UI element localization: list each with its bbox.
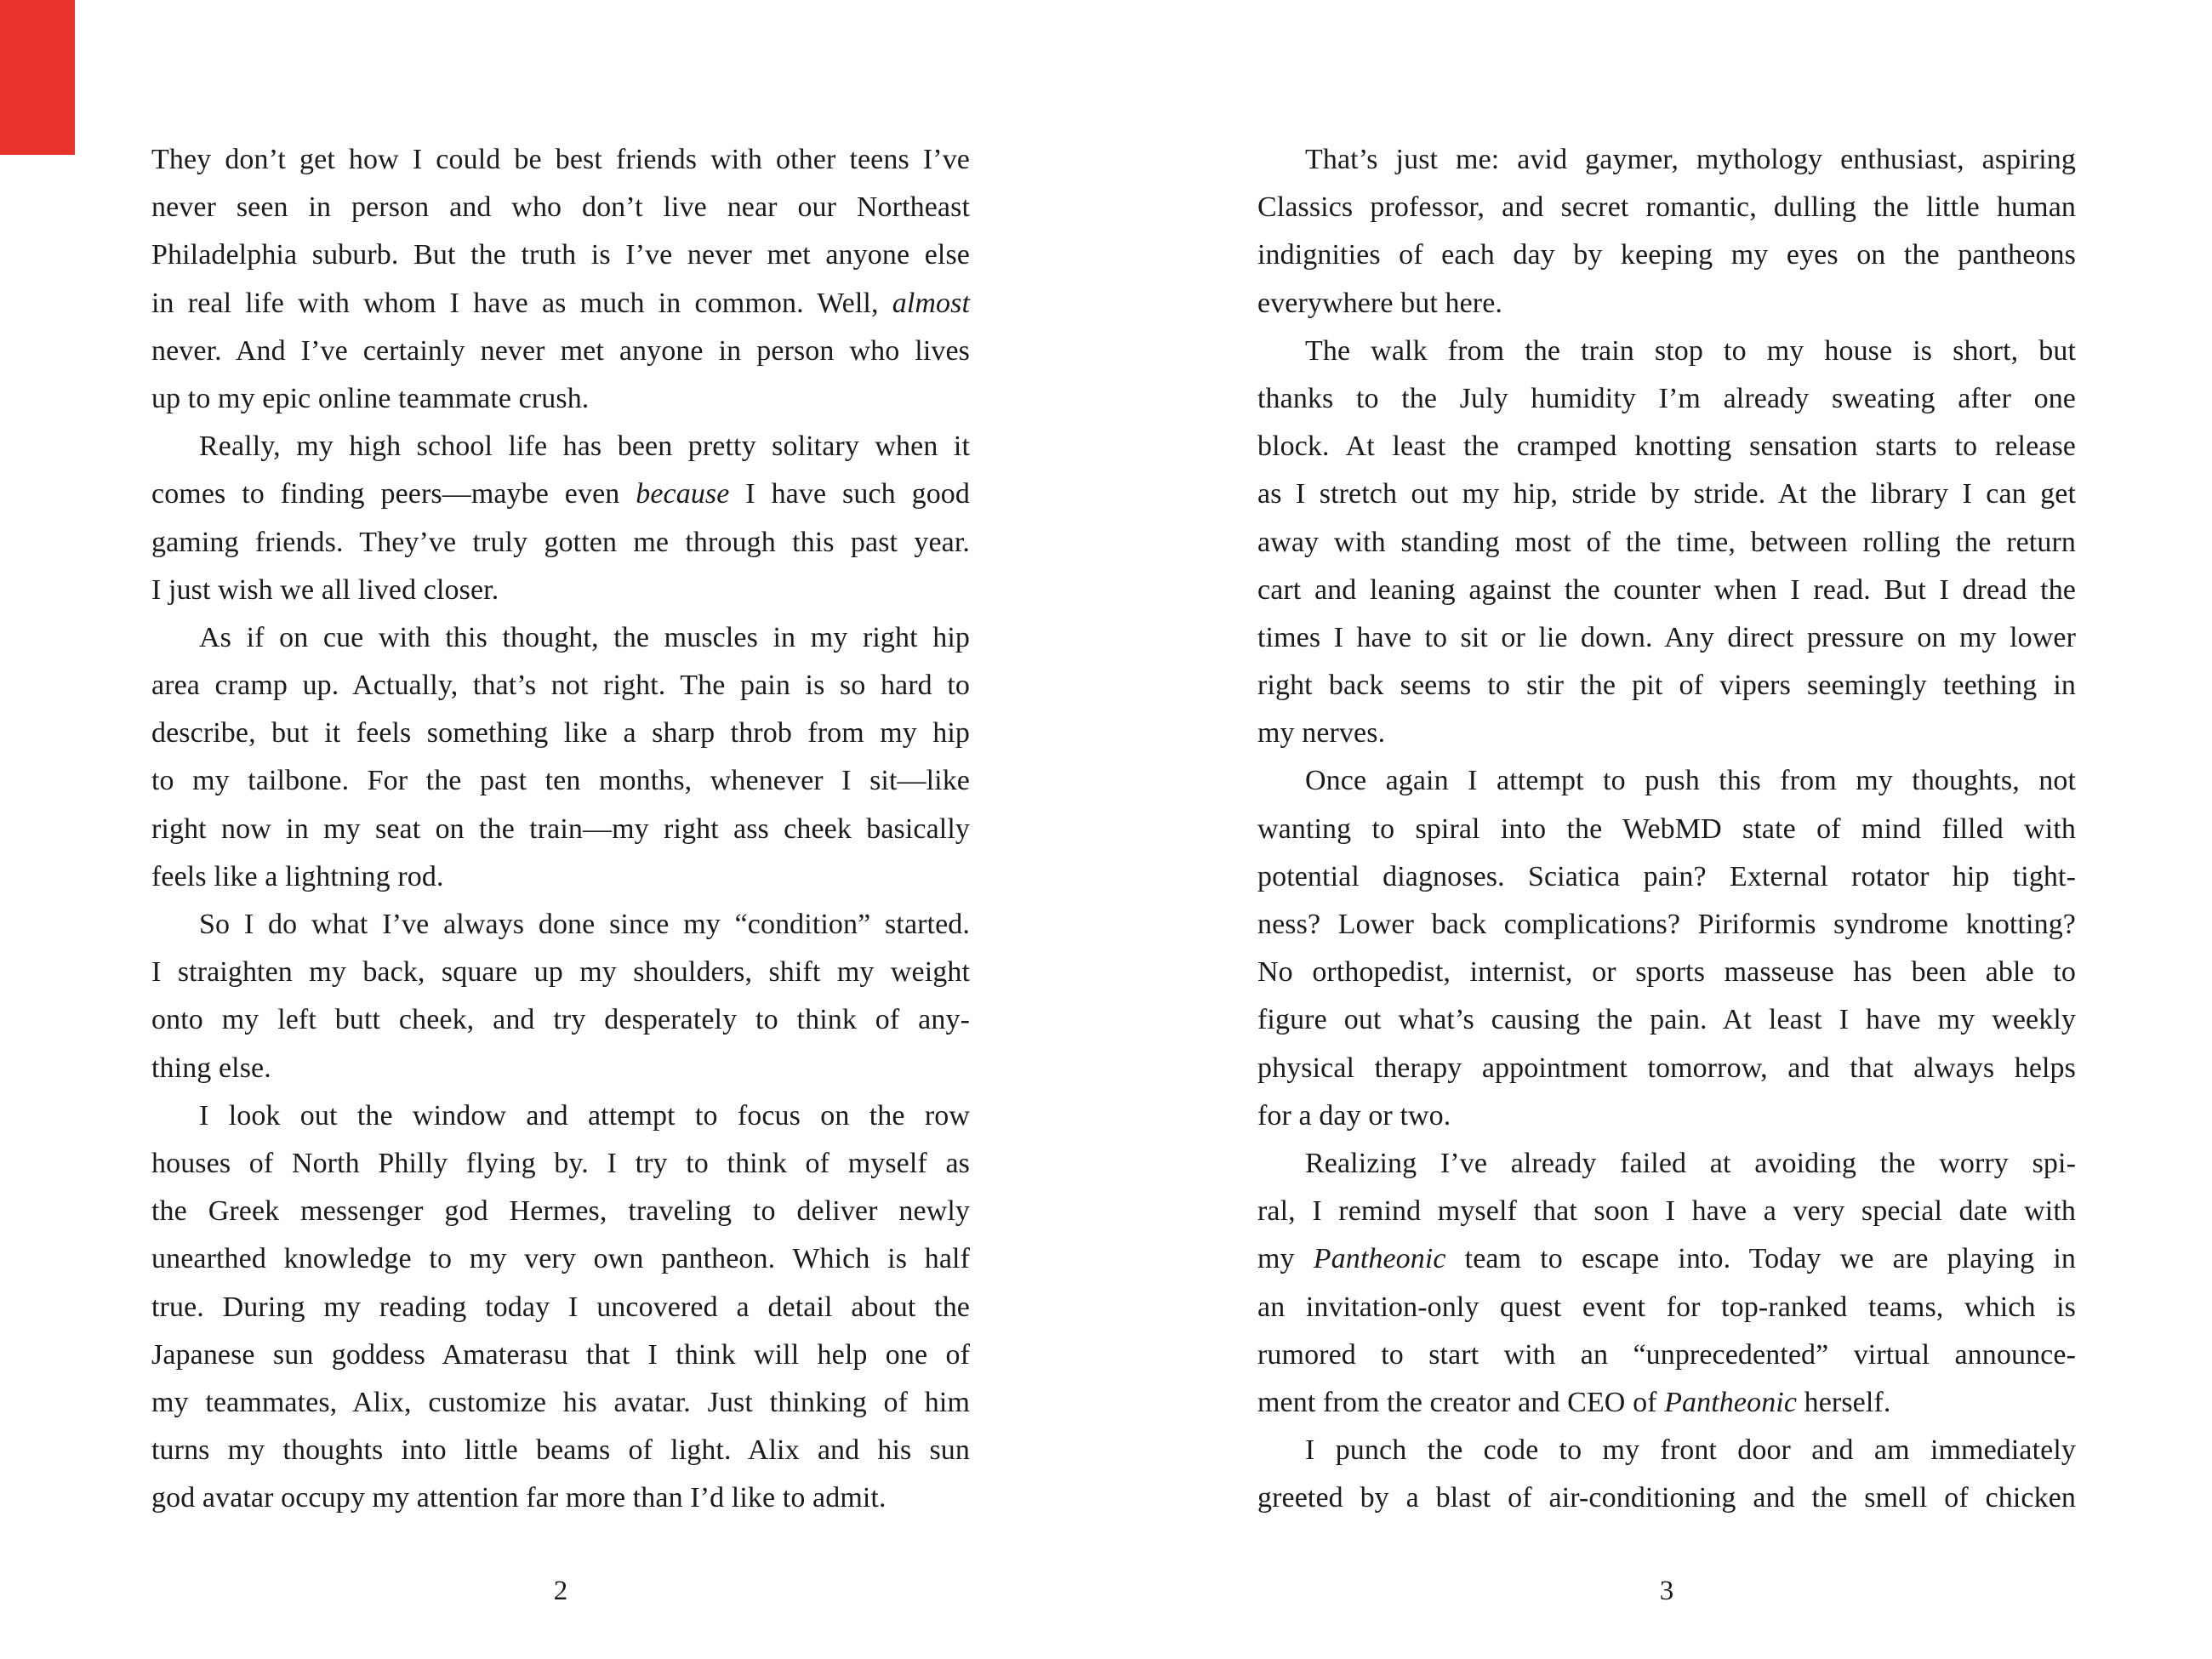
text-line: right back seems to stir the pit of vipers seemingly teething in bbox=[1257, 670, 2076, 702]
text-line: No orthopedist, internist, or sports masseuse has been able to bbox=[1257, 956, 2076, 989]
text-line: my nerves. bbox=[1257, 717, 1386, 750]
text-line: rumored to start with an “unprecedented” virtual announce- bbox=[1257, 1338, 2076, 1371]
text-line: thanks to the July humidity I’m already sweating after one bbox=[1257, 382, 2076, 414]
bookmark-ribbon[interactable] bbox=[0, 0, 75, 155]
text-line: away with standing most of the time, between rolling the return bbox=[1257, 526, 2076, 558]
text-line: Classics professor, and secret romantic, dulling the little human bbox=[1257, 191, 2076, 224]
text-line: That’s just me: avid gaymer, mythology enthusiast, aspiring bbox=[1305, 144, 2076, 175]
text-line: comes to finding peers—maybe even because I have such good bbox=[151, 478, 970, 510]
text-line: an invitation-only quest event for top-ranked teams, which is bbox=[1257, 1291, 2076, 1323]
text-line: block. At least the cramped knotting sensation starts to release bbox=[1257, 430, 2076, 463]
text-line: wanting to spiral into the WebMD state of mind filled with bbox=[1257, 812, 2076, 845]
text-line: in real life with whom I have as much in common. Well, almost bbox=[151, 287, 970, 319]
text-line: potential diagnoses. Sciatica pain? External rotator hip tight- bbox=[1257, 860, 2076, 892]
page-left-column bbox=[151, 136, 970, 1522]
text-line: I punch the code to my front door and am immediately bbox=[1305, 1434, 2076, 1467]
text-line: everywhere but here. bbox=[1257, 287, 1503, 319]
text-line: ment from the creator and CEO of Pantheonic herself. bbox=[1257, 1386, 1891, 1418]
text-line: for a day or two. bbox=[1257, 1099, 1451, 1132]
text-line: times I have to sit or lie down. Any direct pressure on my lower bbox=[1257, 621, 2076, 653]
text-line: The walk from the train stop to my house is short, but bbox=[1305, 334, 2076, 367]
text-line: true. During my reading today I uncovered a detail about the bbox=[151, 1291, 970, 1323]
text-line: onto my left butt cheek, and try desperately to think of any- bbox=[151, 1004, 970, 1036]
text-line: As if on cue with this thought, the muscles in my right hip bbox=[199, 621, 970, 653]
text-line: Once again I attempt to push this from my thoughts, not bbox=[1305, 765, 2076, 797]
text-line: right now in my seat on the train—my right ass cheek basically bbox=[151, 812, 970, 845]
text-line: as I stretch out my hip, stride by stride. At the library I can get bbox=[1257, 478, 2076, 510]
text-line: ness? Lower back complications? Piriformis syndrome knotting? bbox=[1257, 909, 2076, 940]
text-line: feels like a lightning rod. bbox=[151, 860, 444, 892]
text-line: my teammates, Alix, customize his avatar. Just thinking of him bbox=[151, 1386, 970, 1418]
text-line: never. And I’ve certainly never met anyone in person who lives bbox=[151, 334, 970, 367]
text-line: Realizing I’ve already failed at avoiding the worry spi- bbox=[1305, 1147, 2076, 1179]
text-line: So I do what I’ve always done since my “condition” started. bbox=[199, 909, 970, 940]
text-line: thing else. bbox=[151, 1052, 271, 1084]
text-line: area cramp up. Actually, that’s not right. The pain is so hard to bbox=[151, 670, 970, 702]
text-line: god avatar occupy my attention far more than I’d like to admit. bbox=[151, 1482, 887, 1514]
text-line: Japanese sun goddess Amaterasu that I think will help one of bbox=[151, 1338, 970, 1371]
text-line: gaming friends. They’ve truly gotten me through this past year. bbox=[151, 526, 970, 558]
text-line: unearthed knowledge to my very own pantheon. Which is half bbox=[151, 1243, 970, 1275]
text-line: never seen in person and who don’t live near our Northeast bbox=[151, 191, 970, 224]
text-line: I just wish we all lived closer. bbox=[151, 573, 499, 606]
text-line: I look out the window and attempt to focus on the row bbox=[199, 1099, 970, 1132]
text-line: physical therapy appointment tomorrow, and that always helps bbox=[1257, 1052, 2076, 1084]
text-line: describe, but it feels something like a sharp throb from my hip bbox=[151, 717, 970, 750]
text-line: greeted by a blast of air-conditioning and the smell of chicken bbox=[1257, 1482, 2076, 1514]
text-line: figure out what’s causing the pain. At least I have my weekly bbox=[1257, 1004, 2076, 1036]
page-right-column bbox=[1257, 136, 2076, 1522]
text-line: I straighten my back, square up my shoulders, shift my weight bbox=[151, 956, 970, 989]
text-line: to my tailbone. For the past ten months, whenever I sit—like bbox=[151, 765, 970, 797]
text-line: turns my thoughts into little beams of light. Alix and his sun bbox=[151, 1434, 970, 1467]
text-line: the Greek messenger god Hermes, traveling to deliver newly bbox=[151, 1195, 970, 1228]
text-line: cart and leaning against the counter when I read. But I dread the bbox=[1257, 573, 2076, 606]
text-line: Really, my high school life has been pretty solitary when it bbox=[199, 430, 970, 463]
text-line: my Pantheonic team to escape into. Today we are playing in bbox=[1257, 1243, 2076, 1275]
page-number-left: 2 bbox=[553, 1576, 568, 1606]
text-line: ral, I remind myself that soon I have a very special date with bbox=[1257, 1195, 2076, 1228]
text-line: Philadelphia suburb. But the truth is I’ve never met anyone else bbox=[151, 239, 970, 271]
text-line: houses of North Philly flying by. I try to think of myself as bbox=[151, 1147, 970, 1179]
text-line: indignities of each day by keeping my eyes on the pantheons bbox=[1257, 239, 2076, 271]
page-number-right: 3 bbox=[1659, 1576, 1674, 1606]
text-line: They don’t get how I could be best friends with other teens I’ve bbox=[151, 144, 970, 175]
text-line: up to my epic online teammate crush. bbox=[151, 382, 590, 414]
